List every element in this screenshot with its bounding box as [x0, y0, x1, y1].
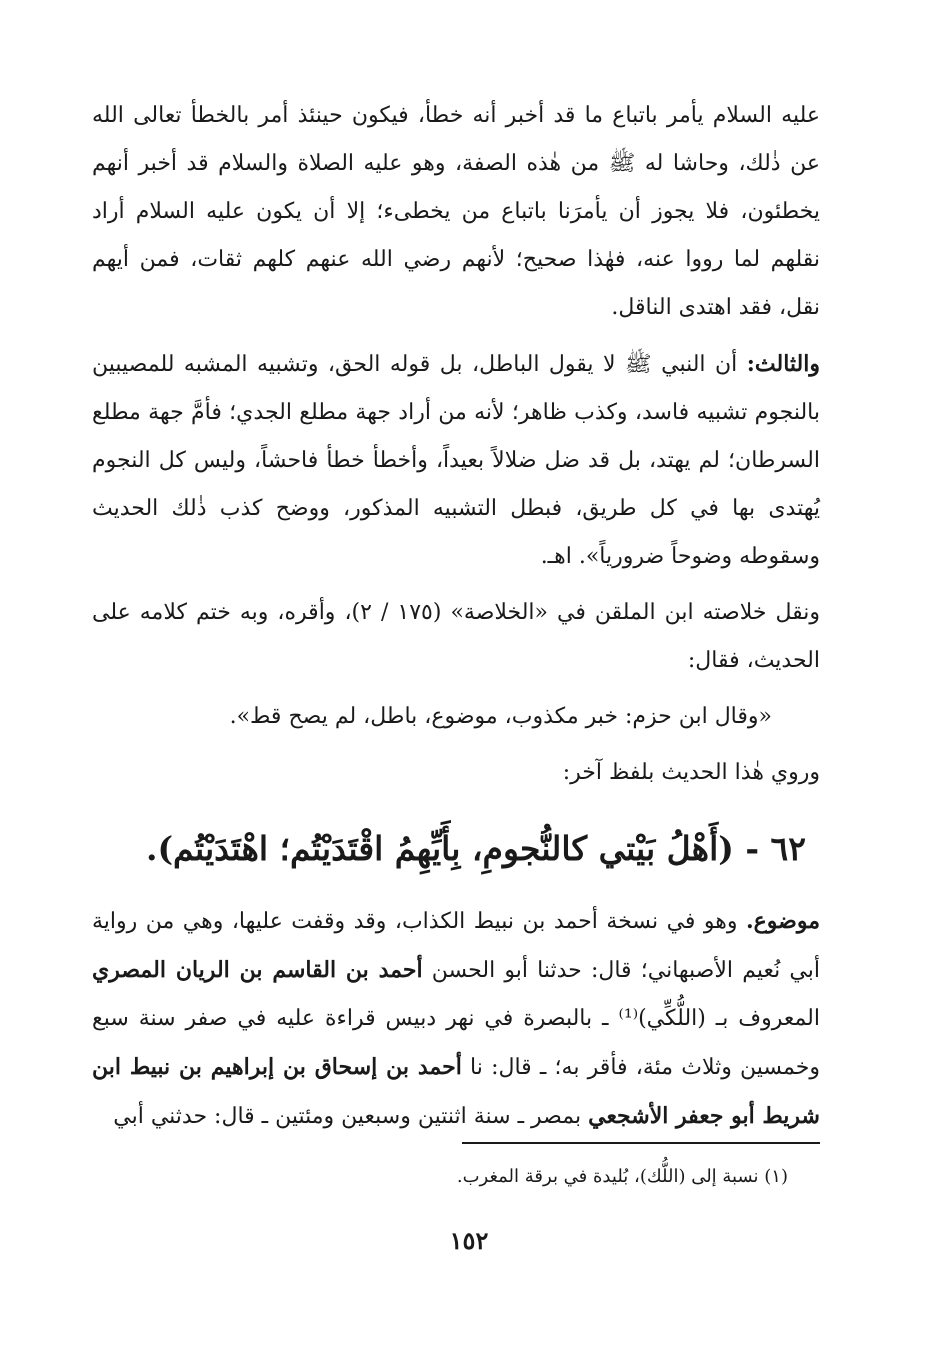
third-point-body: أن النبي ﷺ لا يقول الباطل، بل قوله الحق، وتشبيه المشبه للمصيبين بالنجوم تشبيه فاسد، وكذب ظاهر؛ لأنه من أراد جهة مطلع الجدي؛ فأمَّ جهة مطلع السرطان؛ لم يهتد، بل قد ضل ضلالاً بعيداً، وأخطأ خطأ فاحشاً، وليس كل النجوم يُهتدى بها في كل طريق، فبطل التشبيه المذكور، ووضح كذب ذٰلك الحديث وسقوطه وضوحاً ضرورياً». اهـ. — [92, 352, 820, 569]
paragraph-another-wording: وروي هٰذا الحديث بلفظ آخر: — [562, 760, 820, 785]
narrator-name-1: أحمد بن القاسم بن الريان المصري — [92, 957, 423, 983]
paragraph-khulasa: ونقل خلاصته ابن الملقن في «الخلاصة» (١٧٥ / ٢)، وأقره، وبه ختم كلامه على الحديث، فقال: — [92, 600, 820, 673]
narrator-name-2: أحمد بن إسحاق بن إبراهيم بن نبيط ابن شريط أبو جعفر الأشجعي — [92, 1054, 820, 1129]
paragraph-grading — [92, 897, 820, 1141]
grading-label: موضوع. — [746, 908, 820, 934]
paragraph-1: عليه السلام يأمر باتباع ما قد أخبر أنه خطأ، فيكون حينئذ أمر بالخطأ تعالى الله عن ذٰلك، وحاشا له ﷺ من هٰذه الصفة، وهو عليه الصلاة والسلام قد أخبر أنهم يخطئون، فلا يجوز أن يأمرَنا باتباع من يخطىء؛ إلا أن يكون عليه السلام أراد نقلهم لما رووا عنه، فهٰذا صحيح؛ لأنهم رضي الله عنهم كلهم ثقات، فمن أيهم نقل، فقد اهتدى الناقل. — [92, 103, 820, 320]
ibn-hazm-quote: «وقال ابن حزم: خبر مكذوب، موضوع، باطل، لم يصح قط». — [229, 704, 772, 729]
paragraph-third-point — [92, 340, 820, 581]
grading-text-a: وهو في نسخة أحمد بن نبيط الكذاب، وقد وقفت عليها، وهي من رواية أبي نُعيم الأصبهاني؛ قال: حدثنا أبو الحسن — [92, 909, 820, 983]
grading-text-c: المعروف بـ (اللُّكِّي)⁽¹⁾ ـ بالبصرة في نهر دبيس قراءة عليه في صفر سنة سبع وخمسين وثلاث مئة، فأقر به؛ ـ قال: نا — [92, 1006, 821, 1080]
footnote: (١) نسبة إلى (اللُّك)، بُليدة في برقة المغرب. — [456, 1166, 788, 1187]
page-number: ١٥٢ — [449, 1226, 489, 1255]
third-point-lead: والثالث: — [746, 351, 820, 377]
grading-text-e: بمصر ـ سنة اثنتين وسبعين ومئتين ـ قال: حدثني أبي — [113, 1104, 589, 1129]
footnote-divider — [462, 1142, 820, 1144]
hadith-heading: ٦٢ - (أَهْلُ بَيْتي كالنُّجومِ، بِأَيِّهِمُ اقْتَدَيْتُم؛ اهْتَدَيْتُم). — [145, 829, 806, 868]
